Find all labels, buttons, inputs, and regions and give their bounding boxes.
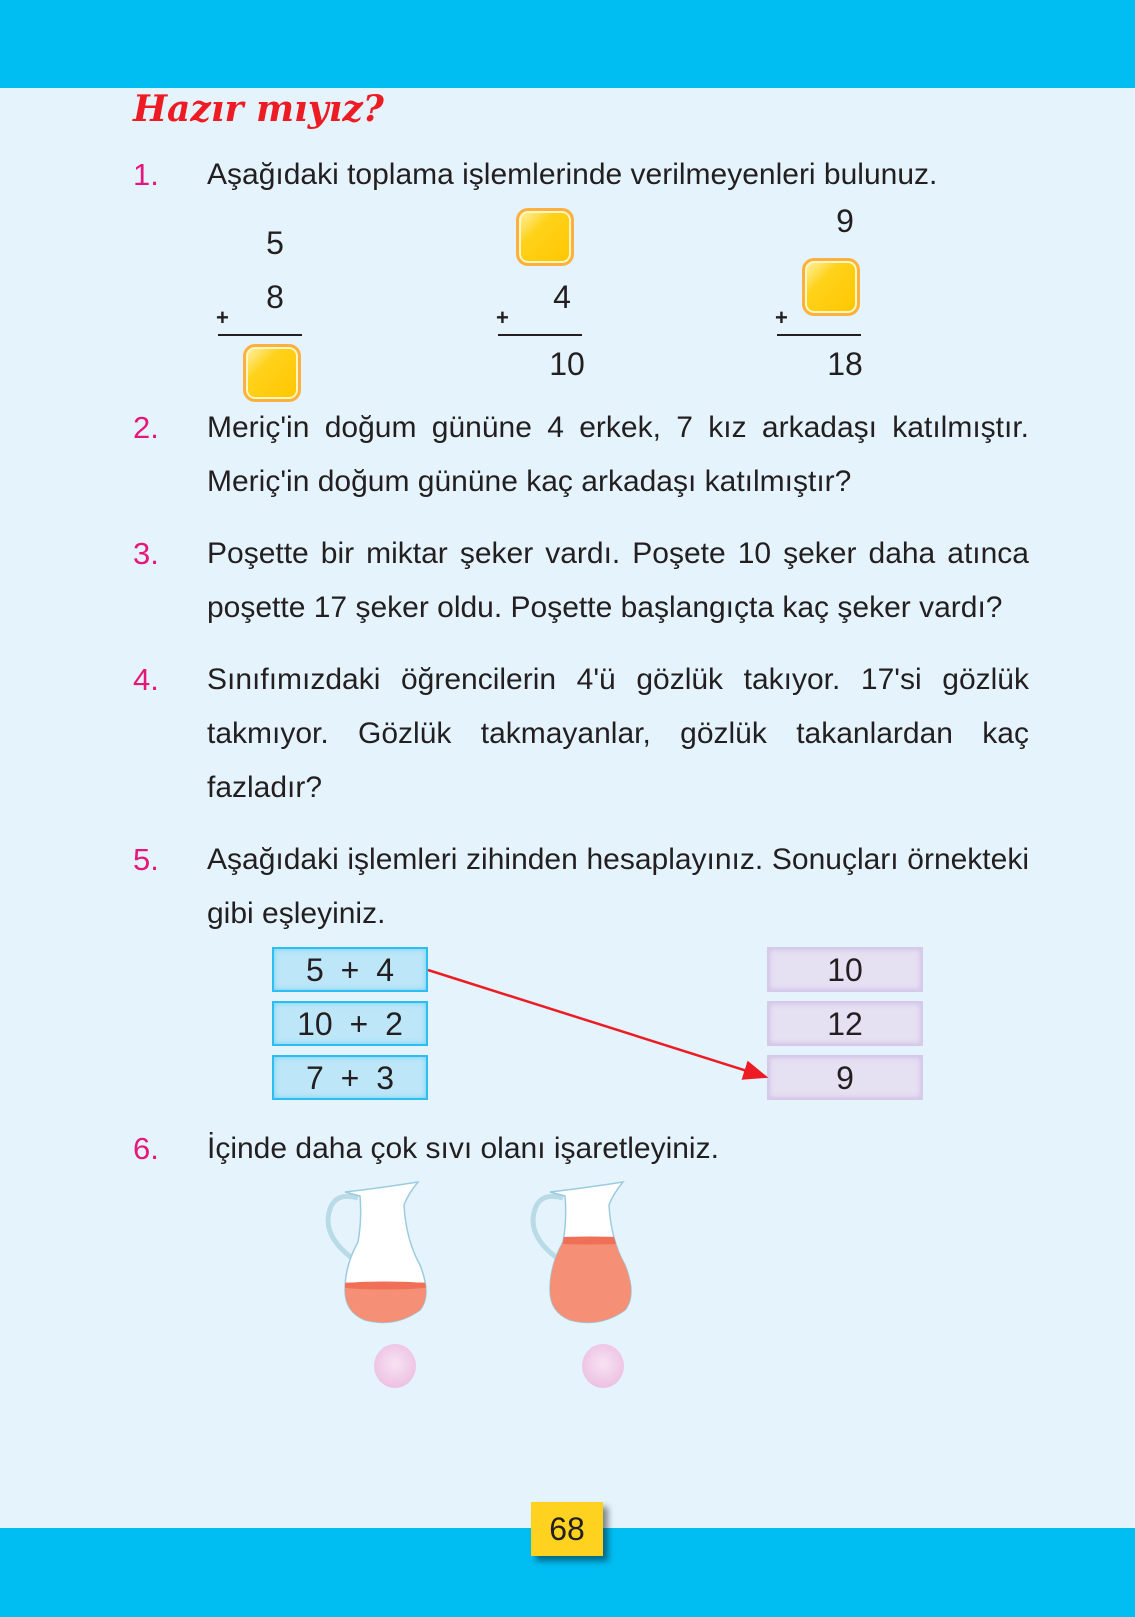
expression-box[interactable]: 7 + 3 — [272, 1055, 428, 1100]
question-number: 3. — [133, 536, 159, 571]
question-2-text: Meriç'in doğum gününe 4 erkek, 7 kız arkadaşı katılmıştır. Meriç'in doğum gününe kaç arkadaşı katılmıştır? — [207, 411, 1029, 498]
liquid-fill — [525, 1238, 655, 1341]
question-5-text: Aşağıdaki işlemleri zihinden hesaplayınız. Sonuçları örnekteki gibi eşleyiniz. — [207, 843, 1029, 930]
answer-circle-left[interactable] — [374, 1344, 416, 1388]
plus-sign: + — [216, 305, 229, 330]
jugs — [320, 1180, 670, 1340]
question-4-text: Sınıfımızdaki öğrencilerin 4'ü gözlük takıyor. 17'si gözlük takmıyor. Gözlük takmayanlar, gözlük takanlardan kaç fazladır? — [207, 663, 1029, 804]
jug-icon — [320, 1182, 450, 1340]
answer-box[interactable] — [802, 258, 860, 316]
answer-circle-right[interactable] — [582, 1344, 624, 1388]
question-4 — [133, 653, 1029, 815]
addend: 5 — [266, 225, 284, 261]
plus-sign: + — [496, 305, 509, 330]
page-number: 68 — [531, 1502, 603, 1556]
result-box[interactable]: 12 — [767, 1001, 923, 1046]
sum-line — [498, 334, 582, 336]
liquid-fill — [320, 1283, 450, 1341]
question-1-text: Aşağıdaki toplama işlemlerinde verilmeyenleri bulunuz. — [207, 158, 938, 191]
expression-box[interactable]: 10 + 2 — [272, 1001, 428, 1046]
question-5 — [133, 833, 1029, 941]
sum-line — [218, 334, 302, 336]
sum-line — [777, 334, 861, 336]
result-box[interactable]: 9 — [767, 1055, 923, 1100]
result-box[interactable]: 10 — [767, 947, 923, 992]
question-6-text: İçinde daha çok sıvı olanı işaretleyiniz. — [207, 1132, 719, 1165]
addend: 8 — [266, 279, 284, 315]
top-band — [0, 0, 1135, 88]
question-number: 4. — [133, 662, 159, 697]
addend: 4 — [553, 279, 571, 315]
page-title: Hazır mıyız? — [133, 88, 384, 130]
jug-icon — [525, 1182, 655, 1340]
question-number: 2. — [133, 410, 159, 445]
jugs-area — [207, 1180, 1029, 1390]
question-number: 6. — [133, 1131, 159, 1166]
sum: 18 — [827, 346, 863, 382]
answer-box[interactable] — [516, 208, 574, 266]
question-6 — [133, 1122, 1029, 1176]
question-3 — [133, 527, 1029, 635]
example-arrow — [207, 947, 1029, 1122]
expression-box[interactable]: 5 + 4 — [272, 947, 428, 992]
question-number: 5. — [133, 842, 159, 877]
matching-area — [207, 947, 1029, 1122]
question-2 — [133, 401, 1029, 509]
question-3-text: Poşette bir miktar şeker vardı. Poşete 10 şeker daha atınca poşette 17 şeker oldu. Poşette başlangıçta kaç şeker vardı? — [207, 537, 1029, 624]
question-1 — [133, 148, 1029, 202]
sum: 10 — [549, 346, 585, 382]
question-number: 1. — [133, 157, 159, 192]
plus-sign: + — [775, 305, 788, 330]
questions-column — [133, 401, 1029, 1390]
addend: 9 — [836, 203, 854, 239]
answer-box[interactable] — [243, 344, 301, 402]
